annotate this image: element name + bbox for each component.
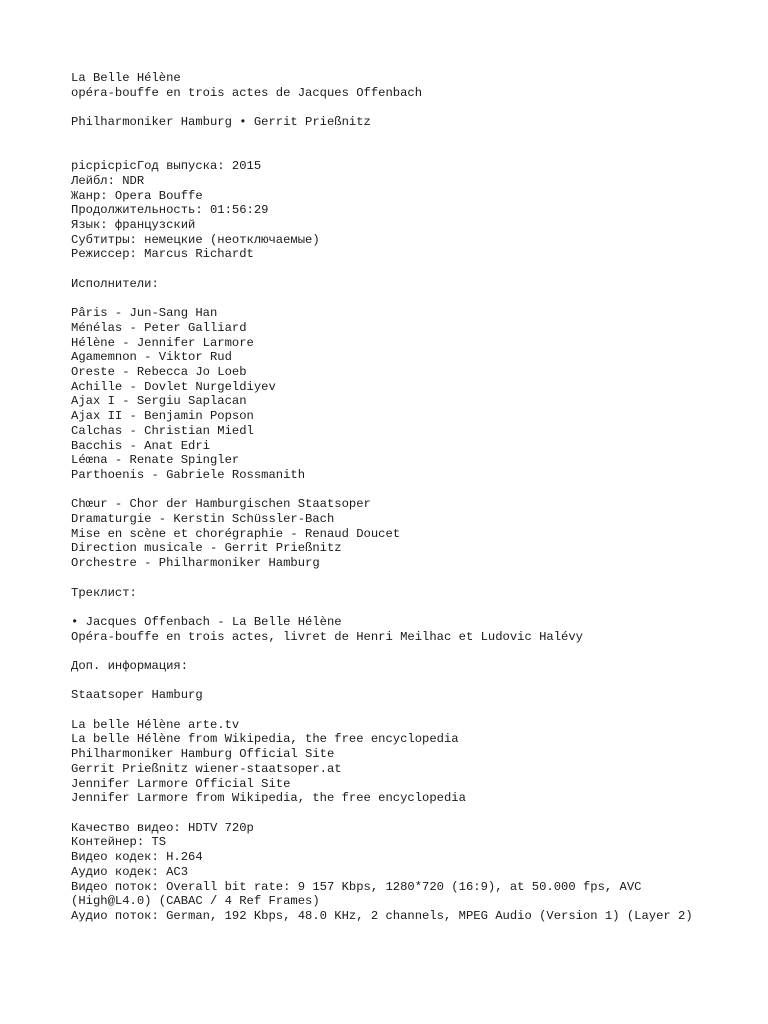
year-line: picpicpicГод выпуска: 2015	[71, 159, 262, 174]
tracklist-heading: Треклист:	[71, 585, 137, 600]
cast-role: Parthoenis - Gabriele Rossmanith	[71, 467, 306, 482]
language-line: Язык: французский	[71, 218, 196, 232]
staff-credit: Dramaturgie - Kerstin Schüssler-Bach	[71, 512, 335, 527]
link-item: Philharmoniker Hamburg Official Site	[71, 747, 335, 762]
cast-role: Ajax I - Sergiu Saplacan	[71, 394, 247, 409]
director-line: Режиссер: Marcus Richardt	[71, 247, 254, 262]
link-item: La belle Hélène arte.tv	[71, 717, 240, 732]
spacer	[71, 262, 701, 277]
link-item: Jennifer Larmore from Wikipedia, the free encyclopedia	[71, 791, 466, 806]
tracklist-item-desc: Opéra-bouffe en trois actes, livret de Henri Meilhac et Ludovic Halévy	[71, 629, 583, 644]
subtitles-line: Субтитры: немецкие (неотключаемые)	[71, 232, 320, 247]
cast-role: Ménélas - Peter Galliard	[71, 320, 247, 335]
spacer	[71, 483, 701, 498]
title: La Belle Hélène	[71, 71, 181, 85]
staff-credit: Mise en scène et chorégraphie - Renaud Doucet	[71, 526, 401, 541]
document-body	[71, 71, 701, 924]
spacer	[71, 130, 701, 159]
cast-role: Oreste - Rebecca Jo Loeb	[71, 365, 247, 379]
audio-stream: Аудио поток: German, 192 Kbps, 48.0 KHz, 2 channels, MPEG Audio (Version 1) (Layer 2)	[71, 908, 693, 923]
genre-line: Жанр: Opera Bouffe	[71, 188, 203, 203]
cast-role: Bacchis - Anat Edri	[71, 438, 210, 453]
staff-credit: Direction musicale - Gerrit Prießnitz	[71, 541, 342, 556]
spacer	[71, 703, 701, 718]
link-item: La belle Hélène from Wikipedia, the free encyclopedia	[71, 732, 459, 747]
spacer	[71, 292, 701, 307]
label-line: Лейбл: NDR	[71, 173, 145, 188]
duration-line: Продолжительность: 01:56:29	[71, 203, 269, 218]
cast-heading: Исполнители:	[71, 276, 159, 291]
spacer	[71, 571, 701, 586]
video-quality: Качество видео: HDTV 720p	[71, 820, 254, 835]
audio-codec: Аудио кодек: AC3	[71, 864, 189, 879]
container: Контейнер: TS	[71, 835, 167, 850]
staff-credit: Chœur - Chor der Hamburgischen Staatsoper	[71, 497, 371, 512]
cast-role: Hélène - Jennifer Larmore	[71, 335, 254, 350]
cast-role: Calchas - Christian Miedl	[71, 423, 254, 438]
subtitle: opéra-bouffe en trois actes de Jacques Offenbach	[71, 85, 423, 100]
spacer	[71, 644, 701, 659]
performers-line: Philharmoniker Hamburg • Gerrit Prießnitz	[71, 115, 371, 130]
video-stream: Видео поток: Overall bit rate: 9 157 Kbps, 1280*720 (16:9), at 50.000 fps, AVC (High@L4.0) (CABAC / 4 Ref Frames)	[71, 879, 649, 909]
video-codec: Видео кодек: H.264	[71, 850, 203, 865]
extra-heading: Доп. информация:	[71, 659, 189, 673]
spacer	[71, 806, 701, 821]
venue: Staatsoper Hamburg	[71, 688, 203, 703]
spacer	[71, 600, 701, 615]
cast-role: Léœna - Renate Spingler	[71, 453, 240, 468]
cast-role: Pâris - Jun-Sang Han	[71, 306, 218, 321]
spacer	[71, 674, 701, 689]
spacer	[71, 100, 701, 115]
cast-role: Agamemnon - Viktor Rud	[71, 350, 232, 365]
cast-role: Ajax II - Benjamin Popson	[71, 409, 254, 424]
link-item: Jennifer Larmore Official Site	[71, 776, 291, 791]
staff-credit: Orchestre - Philharmoniker Hamburg	[71, 556, 320, 571]
cast-role: Achille - Dovlet Nurgeldiyev	[71, 379, 276, 394]
tracklist-item: • Jacques Offenbach - La Belle Hélène	[71, 614, 342, 629]
link-item: Gerrit Prießnitz wiener-staatsoper.at	[71, 761, 342, 776]
